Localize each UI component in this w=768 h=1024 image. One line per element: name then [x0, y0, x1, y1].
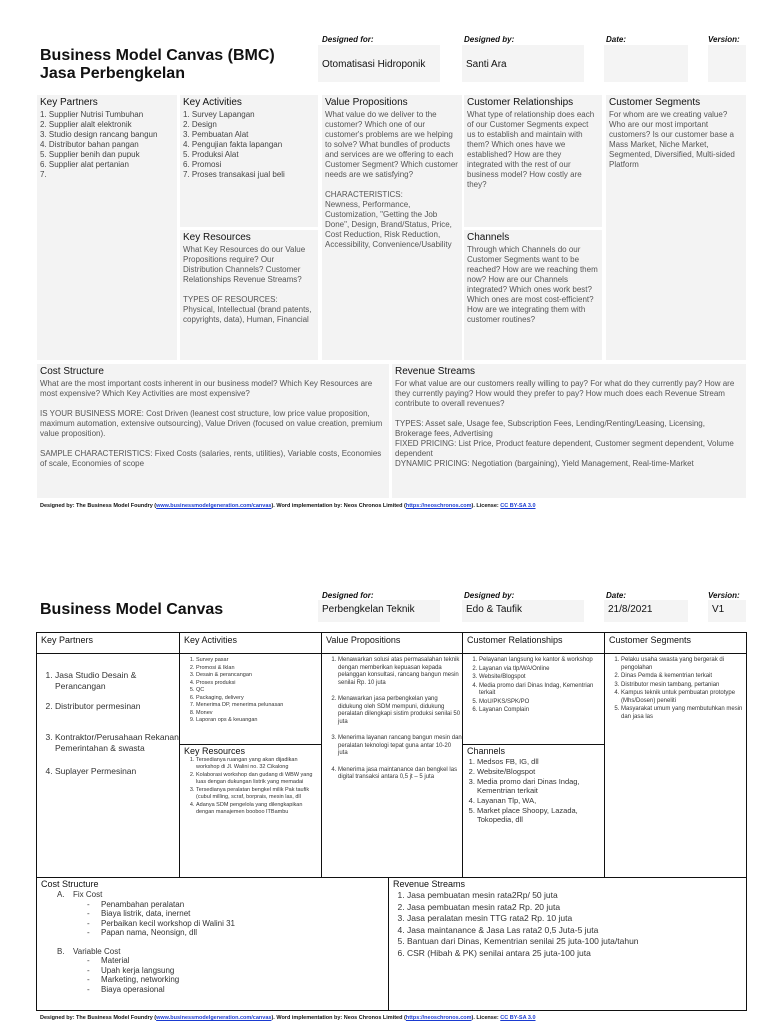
list-item-text: Biaya operasional [101, 984, 165, 994]
list-item: 4. Media promo dari Dinas Indag, Kementrian terkait [479, 683, 604, 698]
credit-link-neoschronos[interactable]: https://neoschronos.com [405, 1015, 472, 1021]
list-item: - Biaya operasional [87, 984, 165, 994]
credit-middle: ). Word implementation by: Neos Chronos Limited ( [271, 1015, 406, 1021]
list-item: 4. Jasa maintanance & Jasa Las rata2 0,5 Juta-5 juta [407, 925, 746, 936]
list-item: - Perbaikan kecil workshop di Walini 31 [87, 918, 235, 928]
list-item: 3. Media promo dari Dinas Indag, Kementrian terkait [477, 777, 604, 795]
list-item: 3. Studio design rancang bangun [40, 130, 158, 139]
key-partners-title: Key Partners [41, 635, 94, 645]
list-item: 3. Pembuatan Alat [183, 130, 249, 139]
list-item: 6. Supplier alat pertanian [40, 160, 129, 169]
list-item: 3. Website/Blogspot [479, 674, 604, 682]
list-item: 4. Menerima jasa maintanance dan bengkel las digital transaksi antara 0,5 jt – 5 juta [338, 767, 462, 782]
variable-cost-list [57, 956, 388, 994]
credit-prefix: Designed by: The Business Model Foundry ( [40, 503, 157, 509]
list-item: - Penambahan peralatan [87, 899, 185, 909]
fixed-cost-list [57, 900, 388, 938]
list-item: 5. Bantuan dari Dinas, Kementrian senilai 25 juta-100 juta/tahun [407, 936, 746, 947]
list-item: 1. Survey Lapangan [183, 110, 255, 119]
list-item-text: Biaya listrik, data, inernet [101, 909, 191, 918]
list-item: 4. Distributor bahan pangan [40, 140, 139, 149]
list-item: 4. Pengujian fakta lapangan [183, 140, 283, 149]
list-item: 4. Adanya SDM pengelola yang dilengkapikan dengan manajemen booboo ITBambu [196, 802, 321, 815]
list-item: 7. Proses transakasi jual beli [183, 170, 285, 179]
list-item: 2. Website/Blogspot [477, 767, 604, 776]
list-item: 1. Jasa Studio Desain & Perancangan [55, 670, 179, 692]
list-item: 2. Jasa pembuatan mesin rata2 Rp. 20 juta [407, 902, 746, 913]
list-item: 7. Menerima DP, menerima pelunasan [196, 702, 321, 709]
credit-link-bmc[interactable]: www.businessmodelgeneration.com/canvas [156, 1015, 272, 1021]
key-partners-section[interactable] [37, 95, 177, 360]
date-value: 21/8/2021 [608, 604, 653, 615]
variable-cost-heading: B. Variable Cost [57, 946, 121, 956]
key-partners-section[interactable] [36, 653, 180, 878]
list-item: 5. Market place Shoopy, Lazada, Tokopedia, dll [477, 806, 604, 824]
list-item: 6. Packaging, delivery [196, 695, 321, 702]
channels-title: Channels [467, 746, 506, 756]
credit-suffix: ). License: [471, 503, 501, 509]
designed-by-box[interactable] [462, 600, 584, 622]
list-item: - Marketing, networking [87, 975, 180, 984]
customer-segments-title: Customer Segments [609, 635, 692, 645]
list-item-text: Marketing, networking [101, 975, 180, 984]
list-item: 4. Kampus teknik untuk pembuatan prototype (Mhs/Dosen) peneliti [621, 690, 746, 705]
credit-line [40, 503, 536, 509]
list-item: 2. Dinas Pemda & kementrian terkait [621, 673, 746, 681]
customer-relationships-header [462, 632, 605, 654]
fixed-cost-heading: A. Fix Cost [57, 890, 103, 899]
list-item: 1. Medsos FB, IG, dll [477, 757, 604, 766]
designed-by-label: Designed by: [464, 35, 515, 44]
list-item: 3. Distributor mesin tambang, pertanian [621, 682, 746, 690]
designed-by-box[interactable] [462, 45, 584, 82]
customer-segments-section[interactable] [604, 653, 747, 878]
date-label: Date: [606, 591, 627, 600]
canvas2-title: Business Model Canvas [40, 601, 224, 618]
cost-structure-section[interactable] [37, 364, 389, 498]
key-resources-title: Key Resources [183, 232, 251, 243]
credit-prefix: Designed by: The Business Model Foundry ( [40, 1015, 157, 1021]
list-item: - Papan nama, Neonsign, dll [87, 928, 198, 937]
designed-by-label: Designed by: [464, 591, 515, 600]
credit-link-license[interactable]: CC BY-SA 3.0 [500, 503, 536, 509]
list-item: 9. Laporan ops & keuangan [196, 717, 321, 724]
list-item: 6. CSR (Hibah & PK) senilai antara 25 juta-100 juta [407, 948, 746, 959]
key-activities-title: Key Activities [184, 635, 238, 645]
customer-relationships-list [463, 654, 604, 715]
canvas1-title-line1: Business Model Canvas (BMC) [40, 47, 275, 64]
list-item: 5. MoU/PKS/SPK/PO [479, 699, 604, 707]
key-resources-section[interactable] [179, 744, 322, 878]
list-item: 5. QC [196, 687, 321, 694]
customer-relationships-text: What type of relationship does each of our Customer Segments expect us to establish and maintain with them? Which ones have we established? How are they integrated with the rest of our business model? How costly are they? [467, 110, 595, 189]
cost-structure-title: Cost Structure [41, 879, 99, 889]
designed-for-value: Perbengkelan Teknik [322, 604, 415, 615]
cost-structure-content [37, 890, 388, 994]
key-activities-section[interactable] [179, 653, 322, 745]
channels-text: Through which Channels do our Customer Segments want to be reached? How are we reaching them now? How are our Channels integrated? Which ones work best? Which ones are most cost-efficient? How are we integrating them with customer routines? [467, 245, 598, 324]
revenue-streams-title: Revenue Streams [393, 879, 466, 889]
list-item: 8. Monev [196, 710, 321, 717]
credit-line [40, 1015, 536, 1021]
list-item: 4. Layanan Tlp, WA, [477, 796, 604, 805]
list-item: 3. Tersedianya peralatan bengkel milik Pak taufik (cubul milling, scraf, borprais, mesin las, dll [196, 787, 321, 800]
list-item: 1. Survey pasar [196, 657, 321, 664]
designed-for-box[interactable] [318, 45, 440, 82]
list-item: 2. Supplier alalt elektronik [40, 120, 132, 129]
customer-segments-header [604, 632, 747, 654]
designed-for-label: Designed for: [322, 35, 374, 44]
list-item: 7. [40, 170, 47, 179]
list-item: 1. Menawarkan solusi atas permasalahan teknik dengan memberikan kepuasan kepada pelanggan konsultasi, rancang bangun mesin senilai Rp. 10 juta [338, 657, 462, 687]
fixed-cost-heading-text: Fix Cost [73, 890, 103, 899]
date-box[interactable] [604, 45, 688, 82]
credit-suffix: ). License: [471, 1015, 501, 1021]
list-item: 2. Kolaborasi workshop dan gudang di WBW yang luas dengan dukungan listrik yang memadai [196, 772, 321, 785]
channels-title: Channels [467, 232, 510, 243]
revenue-streams-section[interactable] [392, 364, 746, 498]
revenue-streams-section[interactable] [388, 877, 747, 1011]
revenue-streams-list [389, 890, 746, 958]
version-box[interactable] [708, 600, 746, 622]
list-item: - Upah kerja langsung [87, 965, 175, 975]
list-item: 4. Suplayer Permesinan [55, 766, 179, 777]
version-label: Version: [708, 591, 740, 600]
cost-structure-title: Cost Structure [40, 366, 104, 377]
list-item-text: Upah kerja langsung [101, 965, 175, 975]
key-partners-list [37, 110, 177, 180]
list-item: 3. Menerima layanan rancang bangun mesin dan peralatan teknologi tepat guna antar 10-20 juta [338, 735, 462, 758]
designed-for-value: Otomatisasi Hidroponik [322, 59, 426, 70]
list-item: 1. Pelayanan langsung ke kantor & workshop [479, 657, 604, 665]
list-item-text: Perbaikan kecil workshop di Walini 31 [101, 918, 235, 928]
key-resources-text: What Key Resources do our Value Propositions require? Our Distribution Channels? Customer Relationships Revenue Streams? TYPES OF RESOURCES: Physical, Intellectual (brand patents, copyrights, data), Human, Financial [183, 245, 312, 324]
key-activities-list [180, 110, 318, 180]
customer-segments-text: For whom are we creating value? Who are our most important customers? Is our customer base a Mass Market, Niche Market, Segmented, Diversified, Multi-sided Platform [609, 110, 735, 169]
key-activities-list [180, 654, 321, 724]
credit-middle: ). Word implementation by: Neos Chronos Limited ( [271, 503, 406, 509]
version-label: Version: [708, 35, 740, 44]
customer-relationships-section[interactable] [464, 95, 602, 227]
date-label: Date: [606, 35, 627, 44]
list-item: - Material [87, 956, 130, 965]
revenue-streams-title: Revenue Streams [395, 366, 476, 377]
list-item: 2. Menawarkan jasa perbengkelan yang didukung oleh SDM mempuni, didukung peralatan dilengkapi sistim produksi senilai 50 juta [338, 696, 462, 726]
list-item: 2. Design [183, 120, 217, 129]
list-item: 2. Layanan via tlp/WA/Online [479, 666, 604, 674]
key-partners-list [37, 654, 179, 777]
credit-link-license[interactable]: CC BY-SA 3.0 [500, 1015, 536, 1021]
revenue-streams-text: For what value are our customers really willing to pay? For what do they currently pay? How are they currently paying? How would they prefer to pay? How much does each Revenue Stream contribute to overall revenues? TYPES: Asset sale, Usage fee, Subscription Fees, Lending/Renting/Leasing, Licensing, Brokerage fees, Advertising FIXED PRICING: List Price, Product feature dependent, Customer segment dependent, Volume dependent DYNAMIC PRICING: Negotiation (bargaining), Yield Management, Real-time-Market [395, 379, 735, 468]
value-propositions-title: Value Propositions [325, 97, 408, 108]
channels-section[interactable] [464, 230, 602, 360]
channels-list [463, 757, 604, 824]
list-item: 5. Supplier benih dan pupuk [40, 150, 140, 159]
canvas1-title [40, 47, 275, 83]
value-propositions-list [322, 654, 462, 782]
list-item: 6. Promosi [183, 160, 222, 169]
list-item: 1. Tersedianya ruangan yang akan dijadikan workshop di Jl. Walini no. 32 Cikalong [196, 757, 321, 770]
key-activities-title: Key Activities [183, 97, 242, 108]
credit-link-bmc[interactable]: www.businessmodelgeneration.com/canvas [156, 503, 272, 509]
cost-structure-section[interactable] [36, 877, 389, 1011]
value-propositions-header [321, 632, 463, 654]
key-resources-title: Key Resources [184, 746, 246, 756]
customer-segments-title: Customer Segments [609, 97, 701, 108]
key-activities-header [179, 632, 322, 654]
list-item: 2. Promosi & Iklan [196, 665, 321, 672]
key-partners-header [36, 632, 180, 654]
canvas1-title-line2: Jasa Perbengkelan [40, 65, 185, 82]
list-item: 4. Proses produksi [196, 680, 321, 687]
designed-by-value: Santi Ara [466, 59, 507, 70]
value-propositions-section[interactable] [322, 95, 462, 360]
credit-link-neoschronos[interactable]: https://neoschronos.com [405, 503, 472, 509]
value-propositions-title: Value Propositions [326, 635, 401, 645]
customer-relationships-title: Customer Relationships [467, 97, 574, 108]
list-item: 3. Kontraktor/Perusahaan Rekanan Pemerintahan & swasta [55, 732, 179, 754]
key-resources-section[interactable] [180, 230, 318, 360]
key-partners-title: Key Partners [40, 97, 98, 108]
list-item: 2. Distributor permesinan [55, 701, 179, 712]
variable-cost-heading-text: Variable Cost [73, 946, 121, 956]
list-item-text: Material [101, 956, 130, 965]
version-box[interactable] [708, 45, 746, 82]
list-item: 6. Layanan Complain [479, 707, 604, 715]
list-item: 3. Jasa peralatan mesin TTG rata2 Rp. 10 juta [407, 913, 746, 924]
list-item: 1. Jasa pembuatan mesin rata2Rp/ 50 juta [407, 890, 746, 901]
list-item: - Biaya listrik, data, inernet [87, 909, 191, 918]
channels-section[interactable] [462, 744, 605, 878]
list-item: 1. Supplier Nutrisi Tumbuhan [40, 110, 144, 119]
customer-relationships-title: Customer Relationships [467, 635, 563, 645]
designed-by-value: Edo & Taufik [466, 604, 522, 615]
customer-relationships-section[interactable] [462, 653, 605, 745]
customer-segments-section[interactable] [606, 95, 746, 360]
designed-for-label: Designed for: [322, 591, 374, 600]
list-item: 5. Produksi Alat [183, 150, 239, 159]
designed-for-box[interactable] [318, 600, 440, 622]
list-item-text: Penambahan peralatan [101, 899, 185, 909]
key-activities-section[interactable] [180, 95, 318, 227]
key-resources-list [180, 757, 321, 815]
list-item-text: Papan nama, Neonsign, dll [101, 928, 198, 937]
value-propositions-text: What value do we deliver to the customer? Which one of our customer's problems are we helping to solve? What bundles of products and services are we offering to each Customer Segment? Which customer needs are we satisfying? CHARACTERISTICS: Newness, Performance, Customization, "Getting the Job Done", Design, Brand/Status, Price, Cost Reduction, Risk Reduction, Accessibility, Convenience/Usability [325, 110, 458, 249]
cost-structure-text: What are the most important costs inherent in our business model? Which Key Resources are most expensive? Which Key Activities are most expensive? IS YOUR BUSINESS MORE: Cost Driven (leanest cost structure, low price value proposition, maximum automation, extensive outsourcing), Value Driven (focused on value creation, premium value proposition). SAMPLE CHARACTERISTICS: Fixed Costs (salaries, rents, utilities), Variable costs, Economies of scale, Economies of scope [40, 379, 383, 468]
list-item: 3. Desain & perancangan [196, 672, 321, 679]
list-item: 1. Pelaku usaha swasta yang bergerak di pengolahan [621, 657, 746, 672]
list-item: 5. Masyarakat umum yang membutuhkan mesin dan jasa las [621, 706, 746, 721]
version-value: V1 [712, 604, 725, 615]
date-box[interactable] [604, 600, 688, 622]
value-propositions-section[interactable] [321, 653, 463, 878]
customer-segments-list [605, 654, 746, 721]
